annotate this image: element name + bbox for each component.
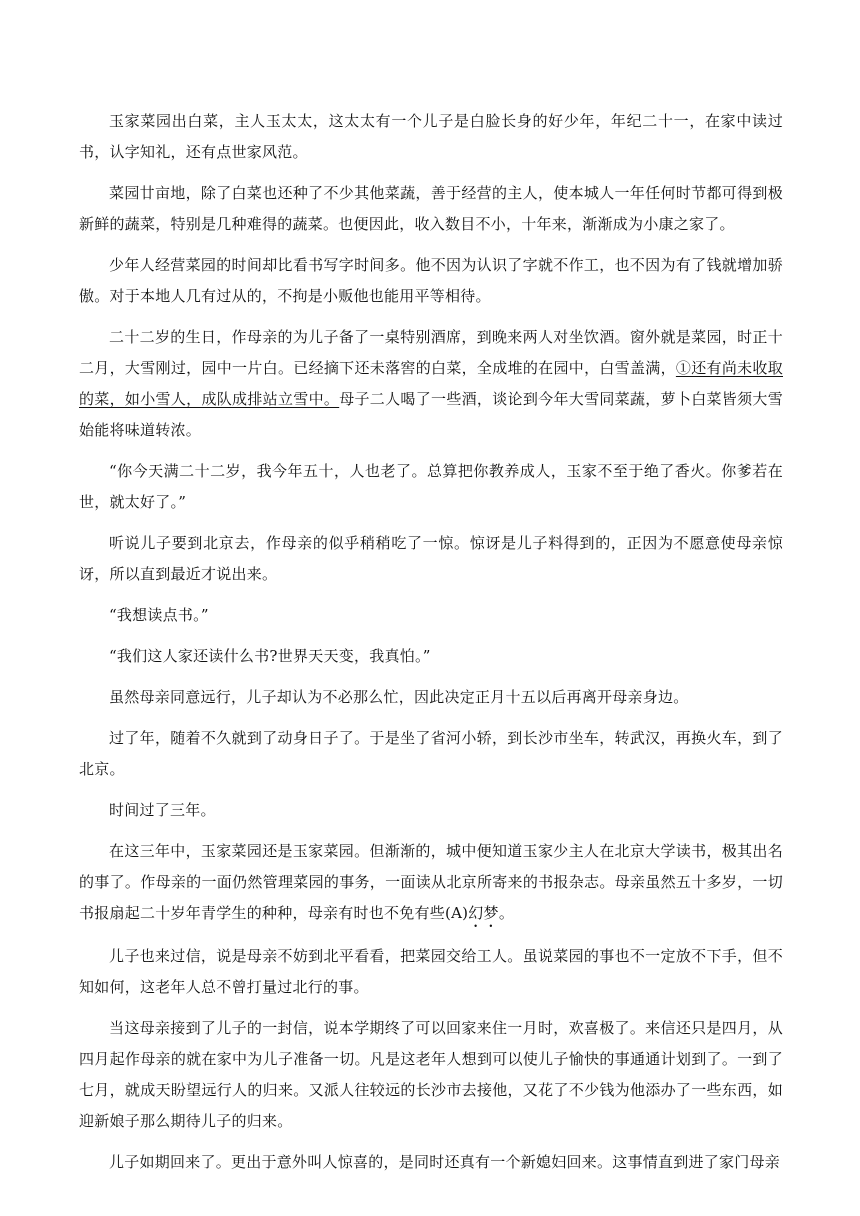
- paragraph-6: 听说儿子要到北京去，作母亲的似乎稍稍吃了一惊。惊讶是儿子料得到的，正因为不愿意使母亲惊讶，所以直到最近才说出来。: [79, 534, 783, 583]
- document-body: [79, 106, 783, 1188]
- paragraph-12-after: 。: [498, 904, 515, 922]
- paragraph-7: “我想读点书。”: [109, 606, 209, 624]
- paragraph-12: [79, 836, 783, 931]
- paragraph-15: 儿子如期回来了。更出于意外叫人惊喜的，是同时还真有一个新媳妇回来。这事情直到进了家门母亲: [109, 1153, 781, 1171]
- paragraph-5: “你今天满二十二岁，我今年五十，人也老了。总算把你教养成人，玉家不至于绝了香火。你爹若在世，就太好了。”: [79, 462, 783, 511]
- paragraph-8: “我们这人家还读什么书?世界天天变，我真怕。”: [109, 647, 431, 665]
- paragraph-4-after: 母子二人喝了一些酒，谈论到今年大雪同菜蔬，萝卜白菜皆须大雪始能将味道转浓。: [79, 390, 783, 439]
- paragraph-4: [79, 322, 783, 446]
- paragraph-11: 时间过了三年。: [109, 801, 216, 819]
- paragraph-4-before: 二十二岁的生日，作母亲的为儿子备了一桌特别酒席，到晚来两人对坐饮酒。窗外就是菜园，时正十二月，大雪刚过，园中一片白。已经摘下还未落窖的白菜，全成堆的在园中，白雪盖满，: [79, 328, 783, 377]
- paragraph-9: 虽然母亲同意远行，儿子却认为不必那么忙，因此决定正月十五以后再离开母亲身边。: [109, 688, 689, 706]
- paragraph-10: 过了年，随着不久就到了动身日子了。于是坐了省河小轿，到长沙市坐车，转武汉，再换火车，到了北京。: [79, 729, 783, 778]
- dotted-word-a: 幻梦: [468, 904, 499, 922]
- paragraph-3: 少年人经营菜园的时间却比看书写字时间多。他不因为认识了字就不作工，也不因为有了钱就增加骄傲。对于本地人几有过从的，不拘是小贩他也能用平等相待。: [79, 256, 783, 305]
- underlined-sentence-1: ①还有尚未收取的菜，如小雪人，成队成排站立雪中。: [79, 359, 783, 408]
- paragraph-14: 当这母亲接到了儿子的一封信，说本学期终了可以回家来住一月时，欢喜极了。来信还只是四月，从四月起作母亲的就在家中为儿子准备一切。凡是这老年人想到可以使儿子愉快的事通通计划到了。一到了七月，就成天盼望远行人的归来。又派人往较远的长沙市去接他，又花了不少钱为他添办了一些东西，如迎新娘子那么期待儿子的归来。: [79, 1019, 783, 1130]
- paragraph-2: 菜园廿亩地，除了白菜也还种了不少其他菜蔬，善于经营的主人，使本城人一年任何时节都可得到极新鲜的蔬菜，特别是几种难得的蔬菜。也便因此，收入数目不小，十年来，渐渐成为小康之家了。: [79, 184, 783, 233]
- paragraph-1: 玉家菜园出白菜，主人玉太太，这太太有一个儿子是白脸长身的好少年，年纪二十一，在家中读过书，认字知礼，还有点世家风范。: [79, 112, 783, 161]
- paragraph-12-before: 在这三年中，玉家菜园还是玉家菜园。但渐渐的，城中便知道玉家少主人在北京大学读书，极其出名的事了。作母亲的一面仍然管理菜园的事务，一面读从北京所寄来的书报杂志。母亲虽然五十多岁，一切书报扇起二十岁年青学生的种种，母亲有时也不免有些(A): [79, 842, 783, 922]
- paragraph-13: 儿子也来过信，说是母亲不妨到北平看看，把菜园交给工人。虽说菜园的事也不一定放不下手，但不知如何，这老年人总不曾打量过北行的事。: [79, 947, 783, 996]
